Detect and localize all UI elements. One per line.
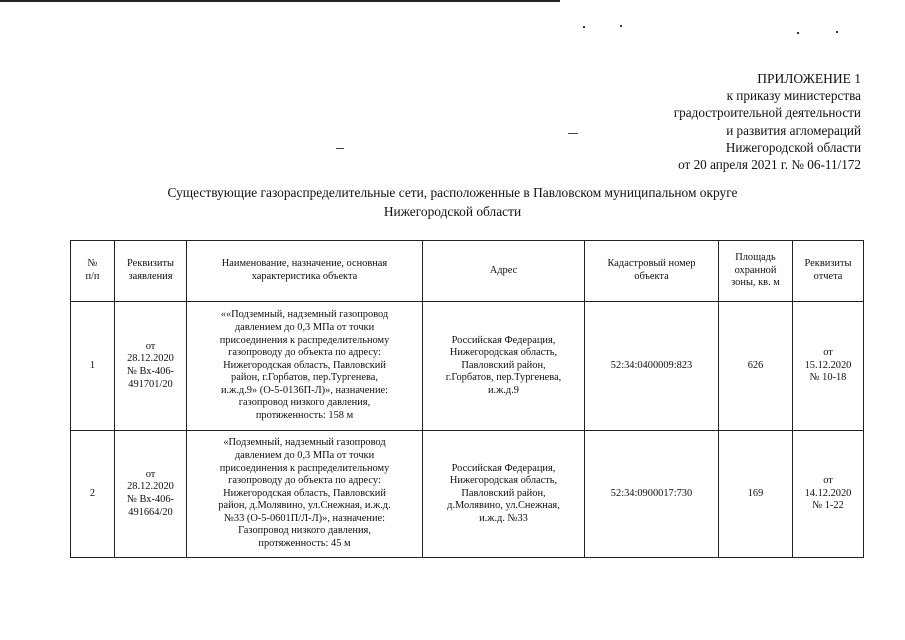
cell-cadastral: 52:34:0900017:730 (585, 431, 719, 558)
appendix-line: от 20 апреля 2021 г. № 06-11/172 (678, 157, 861, 173)
heading-line-1: Существующие газораспределительные сети, расположенные в Павловском муниципальном округе (167, 185, 738, 200)
col-header-report: Реквизиты отчета (793, 241, 864, 302)
cell-address: Российская Федерация, Нижегородская область, Павловский район, д.Молявино, ул.Снежная, и.ж.д. №33 (423, 431, 585, 558)
scan-mark (336, 148, 344, 149)
cell-report: от 15.12.2020 № 10-18 (793, 302, 864, 431)
scan-speck (583, 26, 585, 28)
cell-object: «Подземный, надземный газопровод давлением до 0,3 МПа от точки присоединения к распределительному газопроводу до объекта по адресу: Нижегородская область, Павловский район, д.Молявино, ул.Снежная, и.ж.д. №33 (О-5-0601П/Л-Л)», назначение: Газопровод низкого давления, протяженность: 45 м (187, 431, 423, 558)
scan-top-border (0, 0, 560, 2)
col-header-cadastral: Кадастровый номер объекта (585, 241, 719, 302)
scan-speck (797, 32, 799, 34)
appendix-block (674, 70, 861, 173)
scan-mark (568, 133, 578, 134)
cell-cadastral: 52:34:0400009:823 (585, 302, 719, 431)
cell-number: 1 (71, 302, 115, 431)
appendix-title: ПРИЛОЖЕНИЕ 1 (757, 71, 861, 86)
cell-area: 626 (719, 302, 793, 431)
col-header-address: Адрес (423, 241, 585, 302)
col-header-object: Наименование, назначение, основная характеристика объекта (187, 241, 423, 302)
appendix-line: Нижегородской области (725, 139, 861, 155)
appendix-line: градостроительной деятельности (673, 105, 861, 121)
table-row (71, 431, 864, 558)
document-heading (0, 183, 905, 221)
cell-report: от 14.12.2020 № 1-22 (793, 431, 864, 558)
scan-speck (620, 25, 622, 27)
table-row (71, 302, 864, 431)
cell-address: Российская Федерация, Нижегородская область, Павловский район, г.Горбатов, пер.Тургенева, и.ж.д.9 (423, 302, 585, 431)
col-header-application: Реквизиты заявления (115, 241, 187, 302)
heading-line-2: Нижегородской области (383, 204, 522, 219)
cell-object: ««Подземный, надземный газопровод давлением до 0,3 МПа от точки присоединения к распределительному газопроводу до объекта по адресу: Нижегородская область, Павловский район, г.Горбатов, пер.Тургенева, и.ж.д.9» (О-5-0136П-Л)», назначение: газопровод низкого давления, протяженность: 158 м (187, 302, 423, 431)
gas-network-table (70, 240, 864, 558)
col-header-number: № п/п (71, 241, 115, 302)
cell-area: 169 (719, 431, 793, 558)
scan-speck (836, 31, 838, 33)
table-header-row (71, 241, 864, 302)
cell-number: 2 (71, 431, 115, 558)
appendix-line: и развития агломераций (726, 122, 861, 138)
appendix-line: к приказу министерства (726, 88, 861, 104)
col-header-area: Площадь охранной зоны, кв. м (719, 241, 793, 302)
cell-application: от 28.12.2020 № Вх-406- 491701/20 (115, 302, 187, 431)
cell-application: от 28.12.2020 № Вх-406- 491664/20 (115, 431, 187, 558)
